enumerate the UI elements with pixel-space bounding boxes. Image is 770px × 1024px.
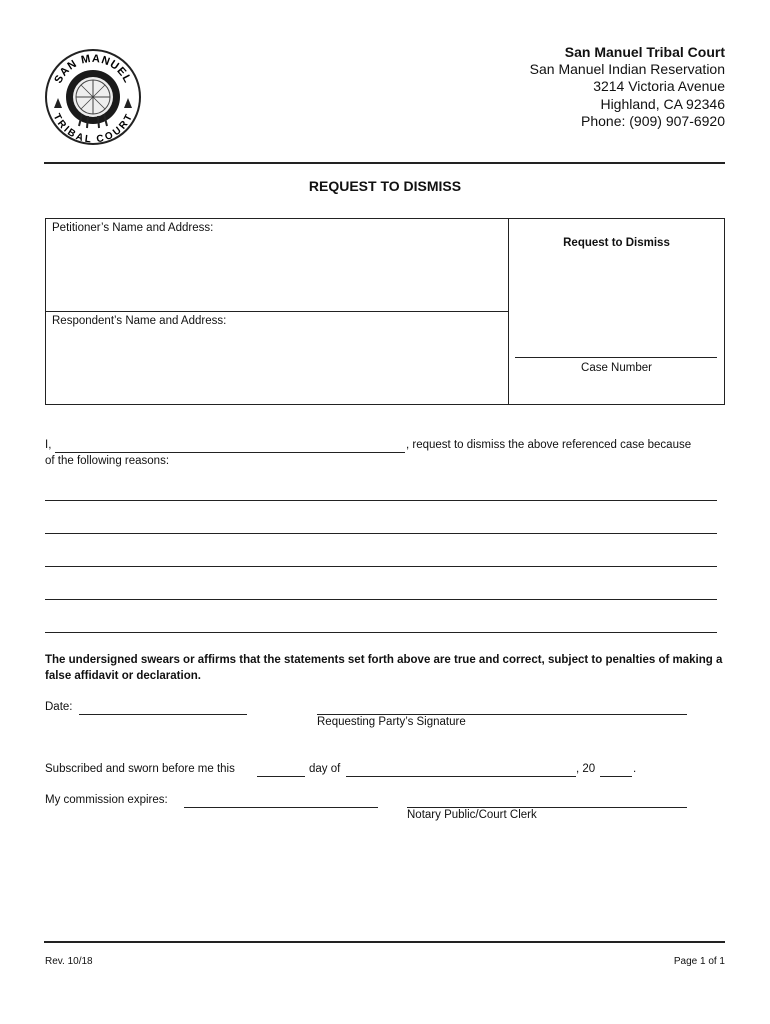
footer-divider [44,941,725,943]
date-label: Date: [45,701,73,713]
signature-label: Requesting Party’s Signature [317,716,466,728]
subscribed-mid: day of [309,763,341,775]
city-address: Highland, CA 92346 [600,95,725,112]
intro-prefix: I, [45,439,52,451]
reason-line[interactable] [45,599,717,600]
reservation-name: San Manuel Indian Reservation [529,61,725,78]
phone-number: Phone: (909) 907-6920 [581,112,725,129]
commission-label: My commission expires: [45,794,168,806]
case-number-field[interactable] [515,357,717,358]
subscribed-end: . [633,763,637,775]
court-address-block [530,44,725,130]
respondent-label: Respondent’s Name and Address: [52,315,227,327]
reason-line[interactable] [45,500,717,501]
reason-line[interactable] [45,632,717,633]
revision-label: Rev. 10/18 [45,956,93,967]
street-address: 3214 Victoria Avenue [593,78,725,95]
court-name: San Manuel Tribal Court [564,44,725,60]
day-field[interactable] [257,776,305,777]
court-seal-logo [44,48,142,146]
reason-line[interactable] [45,566,717,567]
page-title: REQUEST TO DISMISS [308,178,462,194]
name-field[interactable] [55,452,405,453]
reason-line[interactable] [45,533,717,534]
case-number-label: Case Number [581,362,652,374]
notary-label: Notary Public/Court Clerk [407,809,537,821]
seal-text-top: SAN MANUEL [52,52,134,86]
seal-text-bottom: TRIBAL COURT [50,112,136,146]
month-field[interactable] [346,776,576,777]
affirmation-statement: The undersigned swears or affirms that the statements set forth above are true and correct, subject to penalties of making a false affidavit or declaration. [45,654,723,682]
notary-signature-field[interactable] [407,807,687,808]
signature-field[interactable] [317,714,687,715]
year-field[interactable] [600,776,632,777]
subscribed-prefix: Subscribed and sworn before me this [45,763,235,775]
intro-suffix: , request to dismiss the above referenced case because [406,439,692,451]
page-number: Page 1 of 1 [673,956,725,967]
commission-field[interactable] [184,807,378,808]
intro-line2: of the following reasons: [45,455,170,467]
date-field[interactable] [79,714,247,715]
petitioner-label: Petitioner’s Name and Address: [52,222,214,234]
side-title: Request to Dismiss [563,237,670,249]
subscribed-year: , 20 [576,763,596,775]
header-divider [44,162,725,164]
